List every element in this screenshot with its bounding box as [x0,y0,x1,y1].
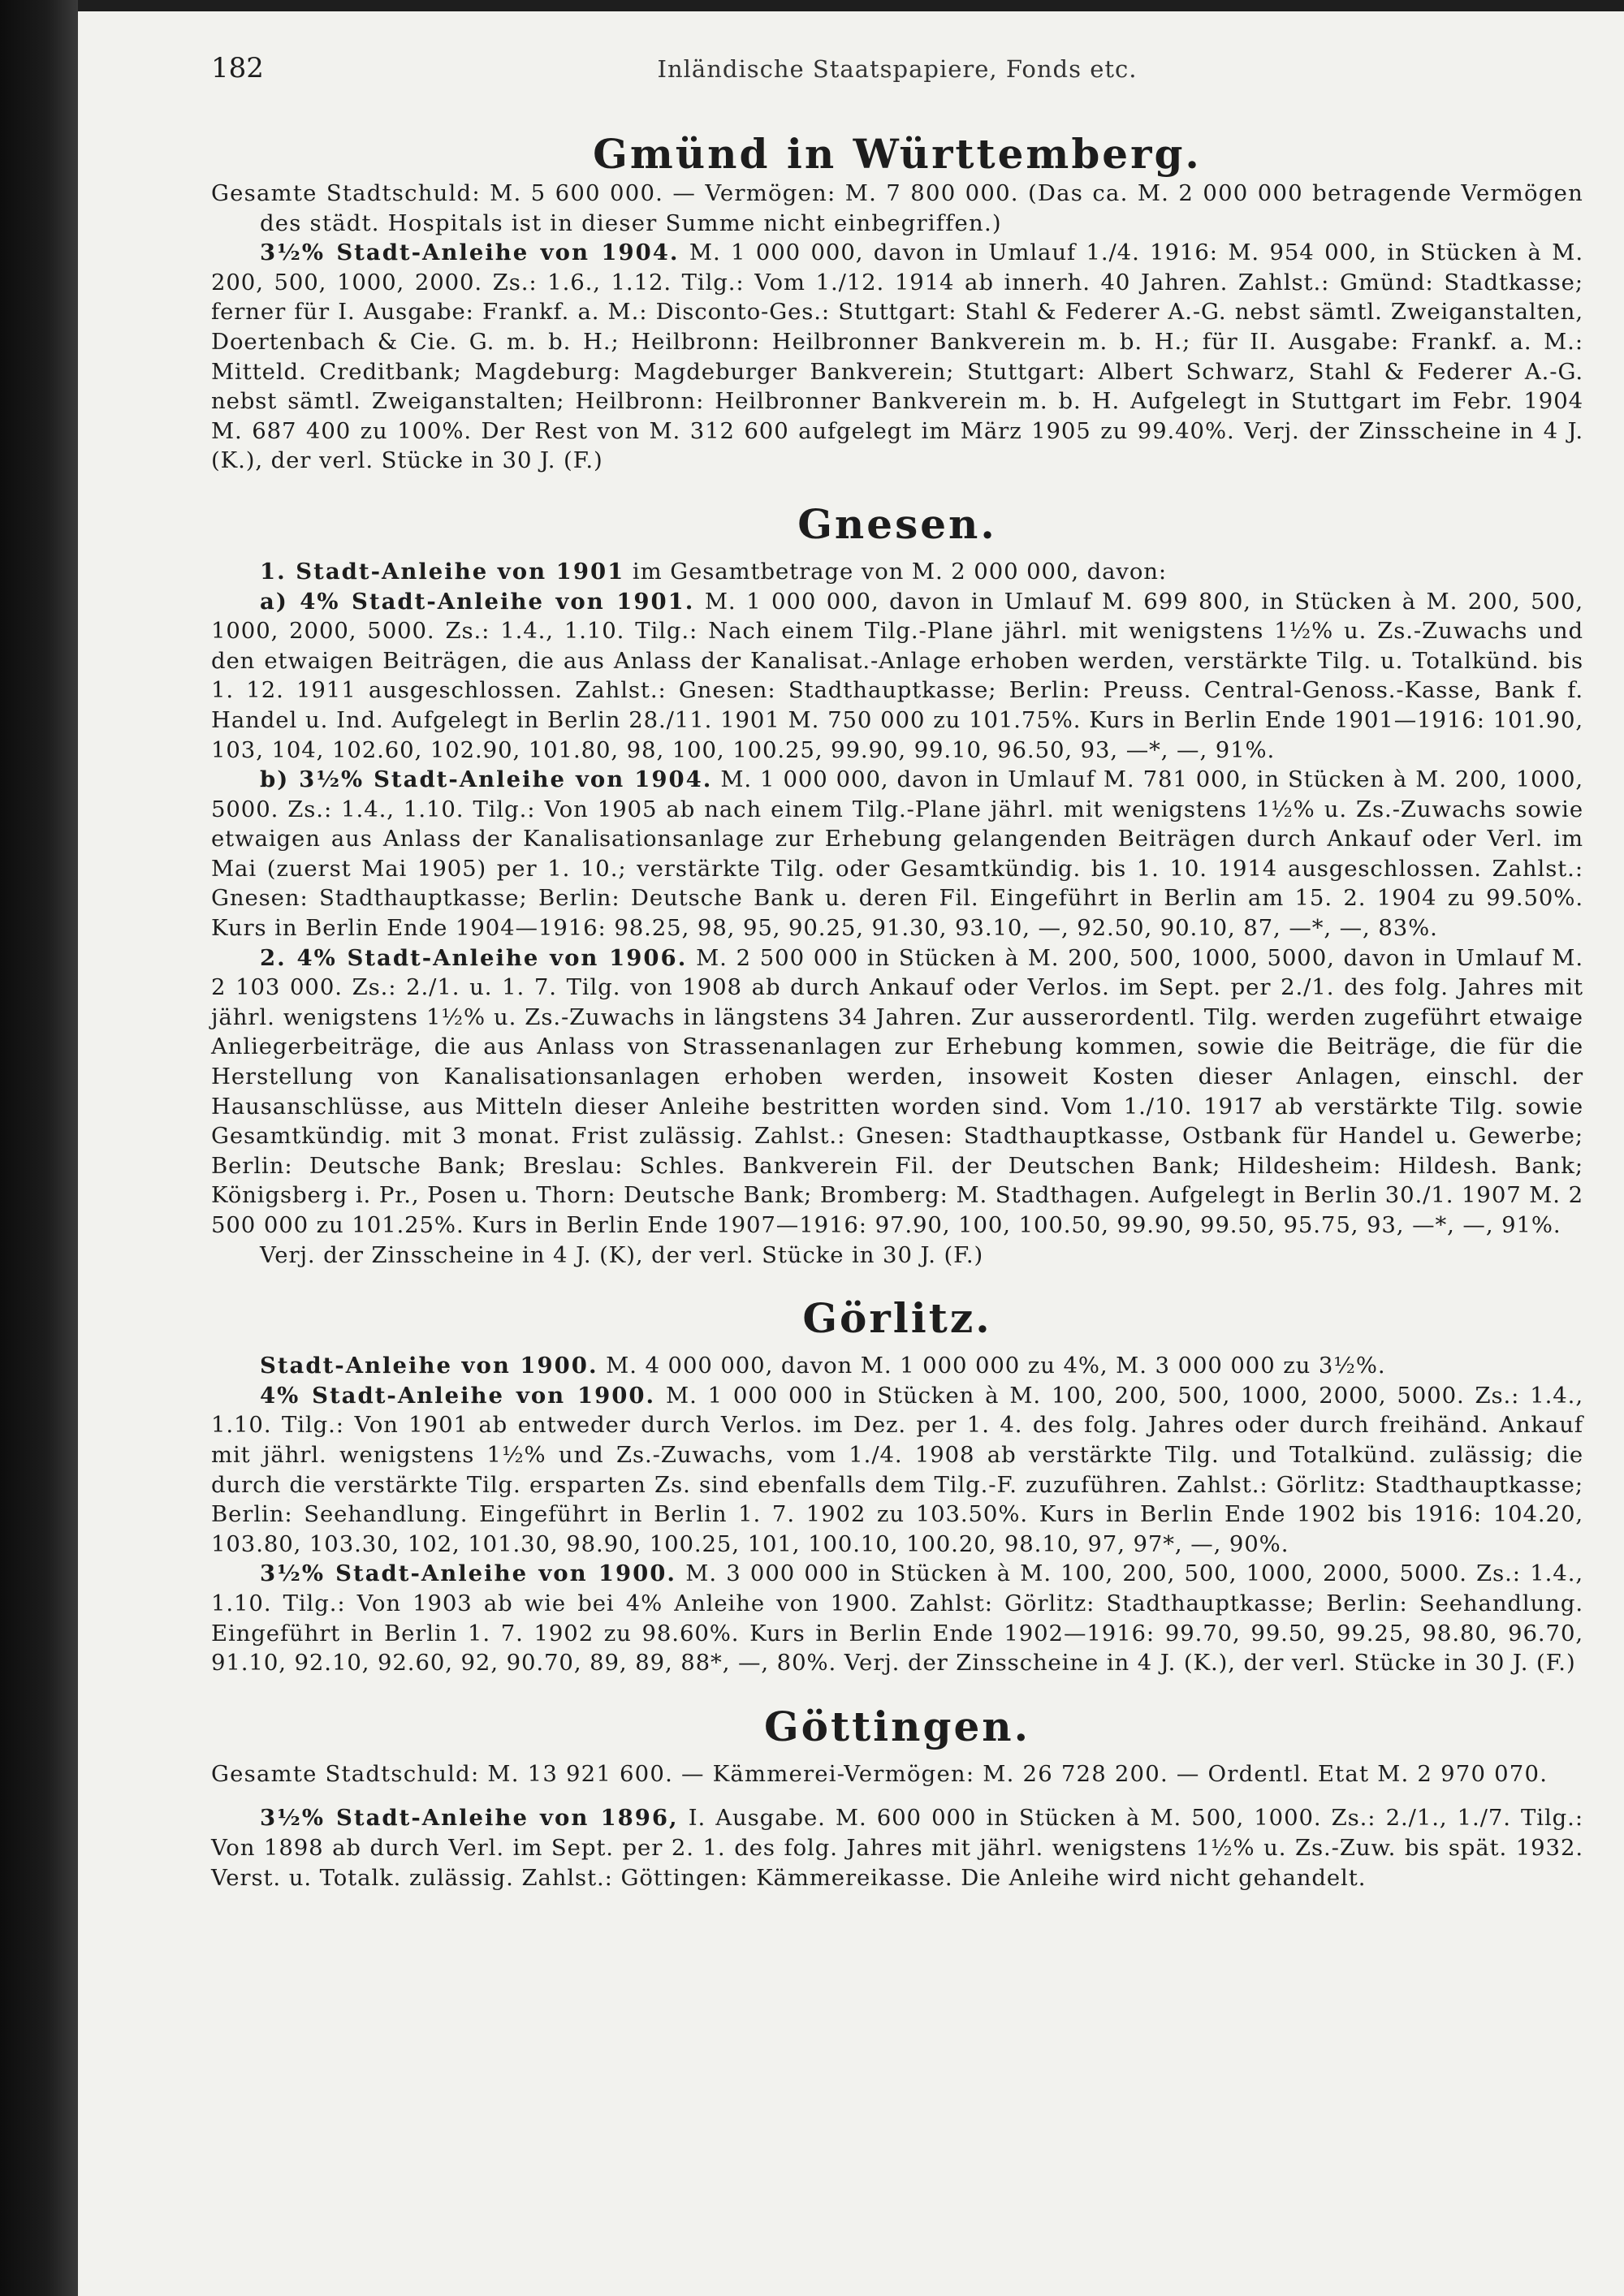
loan-heading: 2. 4% Stadt-Anleihe von 1906. [260,944,688,971]
goettingen-loan-1896 [211,1803,1583,1892]
section-gnesen [211,500,1583,1270]
gnesen-loan-1906 [211,943,1583,1241]
page-number: 182 [211,52,264,84]
section-title-gnesen: Gnesen. [797,499,997,548]
loan-text: M. 1 000 000, davon in Umlauf M. 781 000, in Stücken à M. 200, 1000, 5000. Zs.: 1.4., 1.10. Tilg.: Von 1905 ab nach einem Tilg.-Plane jährl. mit wenigstens 1½% u. Zs.-Zuwachs sowie etwaigen aus Anlass der Kanalisationsanlage zur Erhebung gelangenden Beiträgen durch Ankauf oder Verl. im Mai (zuerst Mai 1905) per 1. 10.; verstärkte Tilg. oder Gesamtkündig. bis 1. 10. 1914 ausgeschlossen. Zahlst.: Gnesen: Stadthauptkasse; Berlin: Deutsche Bank u. deren Fil. Eingeführt in Berlin am 15. 2. 1904 zu 99.50%. Kurs in Berlin Ende 1904—1916: 98.25, 98, 95, 90.25, 91.30, 93.10, —, 92.50, 90.10, 87, —*, —, 83%. [211,766,1583,942]
loan-text: M. 2 500 000 in Stücken à M. 200, 500, 1000, 5000, davon in Umlauf M. 2 103 000. Zs.: 2./1. u. 1. 7. Tilg. von 1908 ab durch Ankauf oder Verlos. im Sept. per 2./1. des folg. Jahres mit jährl. wenigstens 1½% u. Zs.-Zuwachs in längstens 34 Jahren. Zur ausserordentl. Tilg. werden zugeführt etwaige Anliegerbeiträge, die aus Anlass von Strassenanlagen zur Erhebung kommen, sowie die Beiträge, die für die Herstellung von Kanalisationsanlagen erhoben werden, insoweit Kosten dieser Anlagen, einschl. der Hausanschlüsse, aus Mitteln dieser Anleihe bestritten worden sind. Vom 1./10. 1917 ab verstärkte Tilg. sowie Gesamtkündig. mit 3 monat. Frist zulässig. Zahlst.: Gnesen: Stadthauptkasse, Ostbank für Handel u. Gewerbe; Berlin: Deutsche Bank; Breslau: Schles. Bankverein Fil. der Deutschen Bank; Hildesheim: Hildesh. Bank; Königsberg i. Pr., Posen u. Thorn: Deutsche Bank; Bromberg: M. Stadthagen. Aufgelegt in Berlin 30./1. 1907 M. 2 500 000 zu 101.25%. Kurs in Berlin Ende 1907—1916: 97.90, 100, 100.50, 99.90, 99.50, 95.75, 93, —*, —, 91%. [211,944,1583,1238]
loan-heading: 4% Stadt-Anleihe von 1900. [260,1382,656,1409]
loan-text: M. 1 000 000, davon in Umlauf M. 699 800, in Stücken à M. 200, 500, 1000, 2000, 5000. Zs.: 1.4., 1.10. Tilg.: Nach einem Tilg.-Plane jährl. mit wenigstens 1½% u. Zs.-Zuwachs und den etwaigen Beiträgen, die aus Anlass der Kanalisat.-Anlage erhoben werden, verstärkte Tilg. u. Totalkünd. bis 1. 12. 1911 ausgeschlossen. Zahlst.: Gnesen: Stadthauptkasse; Berlin: Preuss. Central-Genoss.-Kasse, Bank f. Handel u. Ind. Aufgelegt in Berlin 28./11. 1901 M. 750 000 zu 101.75%. Kurs in Berlin Ende 1901—1916: 101.90, 103, 104, 102.60, 102.90, 101.80, 98, 100, 100.25, 99.90, 99.10, 96.50, 93, —*, —, 91%. [211,588,1583,763]
gnesen-loan-b [211,765,1583,943]
section-title-goerlitz: Görlitz. [802,1294,992,1343]
loan-heading: a) 4% Stadt-Anleihe von 1901. [260,588,695,615]
loan-heading: 3½% Stadt-Anleihe von 1904. [260,240,680,266]
goettingen-summary: Gesamte Stadtschuld: M. 13 921 600. — Kämmerei-Vermögen: M. 26 728 200. — Ordentl. Etat M. 2 970 070. [211,1760,1548,1787]
gnesen-closing: Verj. der Zinsscheine in 4 J. (K), der verl. Stücke in 30 J. (F.) [260,1241,984,1268]
loan-text: M. 3 000 000 in Stücken à M. 100, 200, 500, 1000, 2000, 5000. Zs.: 1.4., 1.10. Tilg.: Von 1903 ab wie bei 4% Anleihe von 1900. Zahlst: Görlitz: Stadthauptkasse; Berlin: Seehandlung. Eingeführt in Berlin 1. 7. 1902 zu 98.60%. Kurs in Berlin Ende 1902—1916: 99.70, 99.50, 99.25, 98.80, 96.70, 91.10, 92.10, 92.60, 92, 90.70, 89, 89, 88*, —, 80%. Verj. der Zinsscheine in 4 J. (K.), der verl. Stücke in 30 J. (F.) [211,1560,1583,1677]
gmuend-summary: Gesamte Stadtschuld: M. 5 600 000. — Vermögen: M. 7 800 000. (Das ca. M. 2 000 000 betragende Vermögen des städt. Hospitals ist in dieser Summe nicht einbegriffen.) [211,180,1583,236]
section-gmuend [211,130,1583,476]
loan-heading: Stadt-Anleihe von 1900. [260,1353,598,1379]
loan-heading: 3½% Stadt-Anleihe von 1896, [260,1805,679,1832]
loan-text: M. 4 000 000, davon M. 1 000 000 zu 4%, M. 3 000 000 zu 3½%. [606,1353,1386,1379]
gmuend-loan-1904 [211,238,1583,476]
section-title-gmuend: Gmünd in Württemberg. [593,130,1202,178]
loan-heading: 3½% Stadt-Anleihe von 1900. [260,1560,676,1587]
loan-text: I. Ausgabe. M. 600 000 in Stücken à M. 500, 1000. Zs.: 2./1., 1./7. Tilg.: Von 1898 ab durch Verl. im Sept. per 2. 1. des folg. Jahres mit jährl. wenigstens 1½% u. Zs.-Zuw. bis spät. 1932. Verst. u. Totalk. zulässig. Zahlst.: Göttingen: Kämmereikasse. Die Anleihe wird nicht gehandelt. [211,1805,1583,1891]
loan-text: M. 1 000 000 in Stücken à M. 100, 200, 500, 1000, 2000, 5000. Zs.: 1.4., 1.10. Tilg.: Von 1901 ab entweder durch Verlos. im Dez. per 1. 4. des folg. Jahres oder durch freihänd. Ankauf mit jährl. wenigstens 1½% und Zs.-Zuwachs, vom 1./4. 1908 ab verstärkte Tilg. und Totalkünd. zulässig; die durch die verstärkte Tilg. ersparten Zs. sind ebenfalls dem Tilg.-F. zuzuführen. Zahlst.: Görlitz: Stadthauptkasse; Berlin: Seehandlung. Eingeführt in Berlin 1. 7. 1902 zu 103.50%. Kurs in Berlin Ende 1902 bis 1916: 104.20, 103.80, 103.30, 102, 101.30, 98.90, 100.25, 101, 100.10, 100.20, 98.10, 97, 97*, —, 90%. [211,1382,1583,1557]
page-body [211,52,1583,1892]
page-header [211,52,1583,101]
goerlitz-loan-3-5pct [211,1559,1583,1677]
book-binding-edge [0,0,78,2296]
section-goettingen [211,1703,1583,1892]
section-goerlitz [211,1294,1583,1678]
loan-heading: b) 3½% Stadt-Anleihe von 1904. [260,766,713,793]
section-title-goettingen: Göttingen. [763,1702,1031,1750]
gnesen-loan-a [211,587,1583,766]
goerlitz-loan-4pct [211,1381,1583,1560]
loan-text: M. 1 000 000, davon in Umlauf 1./4. 1916: M. 954 000, in Stücken à M. 200, 500, 1000, 2000. Zs.: 1.6., 1.12. Tilg.: Vom 1./12. 1914 ab innerh. 40 Jahren. Zahlst.: Gmünd: Stadtkasse; ferner für I. Ausgabe: Frankf. a. M.: Disconto-Ges.: Stuttgart: Stahl & Federer A.-G. nebst sämtl. Zweiganstalten, Doertenbach & Cie. G. m. b. H.; Heilbronn: Heilbronner Bankverein m. b. H.; für II. Ausgabe: Frankf. a. M.: Mitteld. Creditbank; Magdeburg: Magdeburger Bankverein; Stuttgart: Albert Schwarz, Stahl & Federer A.-G. nebst sämtl. Zweiganstalten; Heilbronn: Heilbronner Bankverein m. b. H. Aufgelegt in Stuttgart im Febr. 1904 M. 687 400 zu 100%. Der Rest von M. 312 600 aufgelegt im März 1905 zu 99.40%. Verj. der Zinsscheine in 4 J. (K.), der verl. Stücke in 30 J. (F.) [211,240,1583,474]
loan-text: im Gesamtbetrage von M. 2 000 000, davon: [632,558,1168,585]
scanned-page [78,11,1624,2296]
running-head: Inländische Staatspapiere, Fonds etc. [657,55,1138,83]
gnesen-intro [211,557,1583,587]
loan-heading: 1. Stadt-Anleihe von 1901 [260,558,625,585]
goerlitz-intro [211,1351,1583,1381]
page-top-edge [78,0,1624,11]
